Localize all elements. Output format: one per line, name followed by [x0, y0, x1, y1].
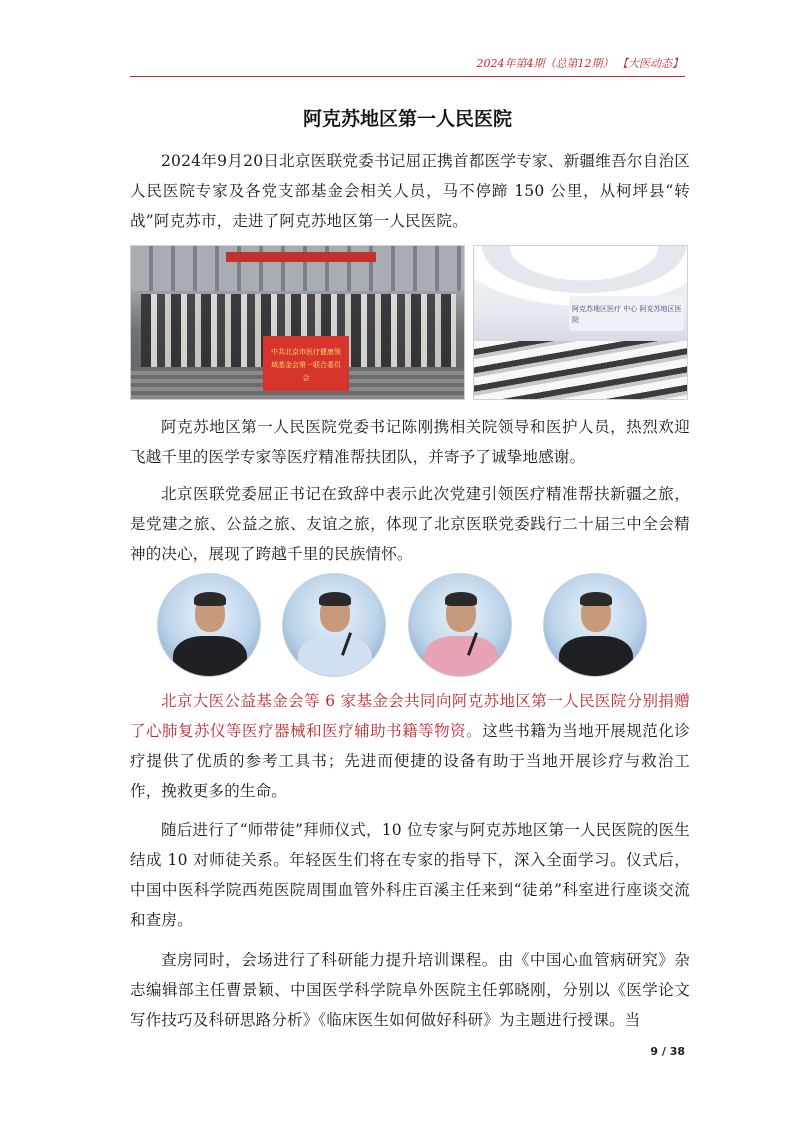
article-title: 阿克苏地区第一人民医院 [302, 108, 512, 130]
speaker-portrait-4 [543, 573, 647, 677]
speaker-body [173, 636, 247, 677]
top-banner [226, 252, 376, 262]
issue-info: 2024年第4期（总第12期） [476, 57, 614, 70]
speaker-body [424, 636, 498, 677]
speaker-portrait-1 [157, 573, 261, 677]
section-tag: 【大医动态】 [617, 57, 683, 70]
paragraph-speech: 北京医联党委屈正书记在致辞中表示此次党建引领医疗精准帮扶新疆之旅，是党建之旅、公益之旅、友谊之旅，体现了北京医联党委践行二十届三中全会精神的决心，展现了跨越千里的民族情怀。 [130, 485, 690, 563]
paragraph-donation [130, 686, 690, 806]
speaker-hair [194, 592, 226, 606]
paragraph-intro: 2024年9月20日北京医联党委书记屈正携首都医学专家、新疆维吾尔自治区人民医院专家及各党支部基金会相关人员，马不停蹄 150 公里，从柯坪县“转战”阿克苏市，走进了阿克苏地区第一人民医院。 [130, 152, 690, 230]
paragraph-mentorship: 随后进行了“师带徒”拜师仪式，10 位专家与阿克苏地区第一人民医院的医生结成 10 对师徒关系。年轻医生们将在专家的指导下，深入全面学习。仪式后，中国中医科学院西苑医院周围血管外科庄百溪主任来到“徒弟”科室进行座谈交流和查房。 [130, 821, 690, 929]
paragraph-welcome: 阿克苏地区第一人民医院党委书记陈刚携相关院领导和医护人员，热烈欢迎飞越千里的医学专家等医疗精准帮扶团队，并寄予了诚挚地感谢。 [130, 418, 690, 466]
group-photo [130, 245, 465, 400]
meeting-room-photo [473, 245, 688, 400]
speaker-body [559, 636, 633, 677]
speaker-body [298, 636, 372, 677]
speaker-portrait-3 [408, 573, 512, 677]
donation-detail: 这些书籍为当地开展规范化诊疗提供了优质的参考工具书；先进而便捷的设备有助于当地开展诊疗与救治工作，挽救更多的生命。 [130, 722, 690, 800]
speaker-hair [319, 592, 351, 606]
screen-text: 阿克苏地区医疗 中心 阿克苏地区医院 [572, 305, 682, 324]
speaker-portrait-2 [282, 573, 386, 677]
page-number: 9 / 38 [650, 1045, 685, 1058]
speaker-hair [445, 592, 477, 606]
page-header [130, 55, 685, 77]
meeting-tables [474, 341, 687, 400]
speaker-hair [580, 592, 612, 606]
paragraph-training: 查房同时，会场进行了科研能力提升培训课程。由《中国心血管病研究》杂志编辑部主任曹景颖、中国医学科学院阜外医院主任郭晓刚，分别以《医学论文写作技巧及科研思路分析》《临床医生如何做好科研》为主题进行授课。当 [130, 951, 690, 1029]
flag-text: 中共北京市医疗健康领域基金会第一联合委员会 [271, 348, 341, 382]
donation-highlight: 北京大医公益基金会等 6 家基金会共同向阿克苏地区第一人民医院分别捐赠了心肺复苏仪等医疗器械和医疗辅助书籍等物资。 [130, 692, 690, 740]
